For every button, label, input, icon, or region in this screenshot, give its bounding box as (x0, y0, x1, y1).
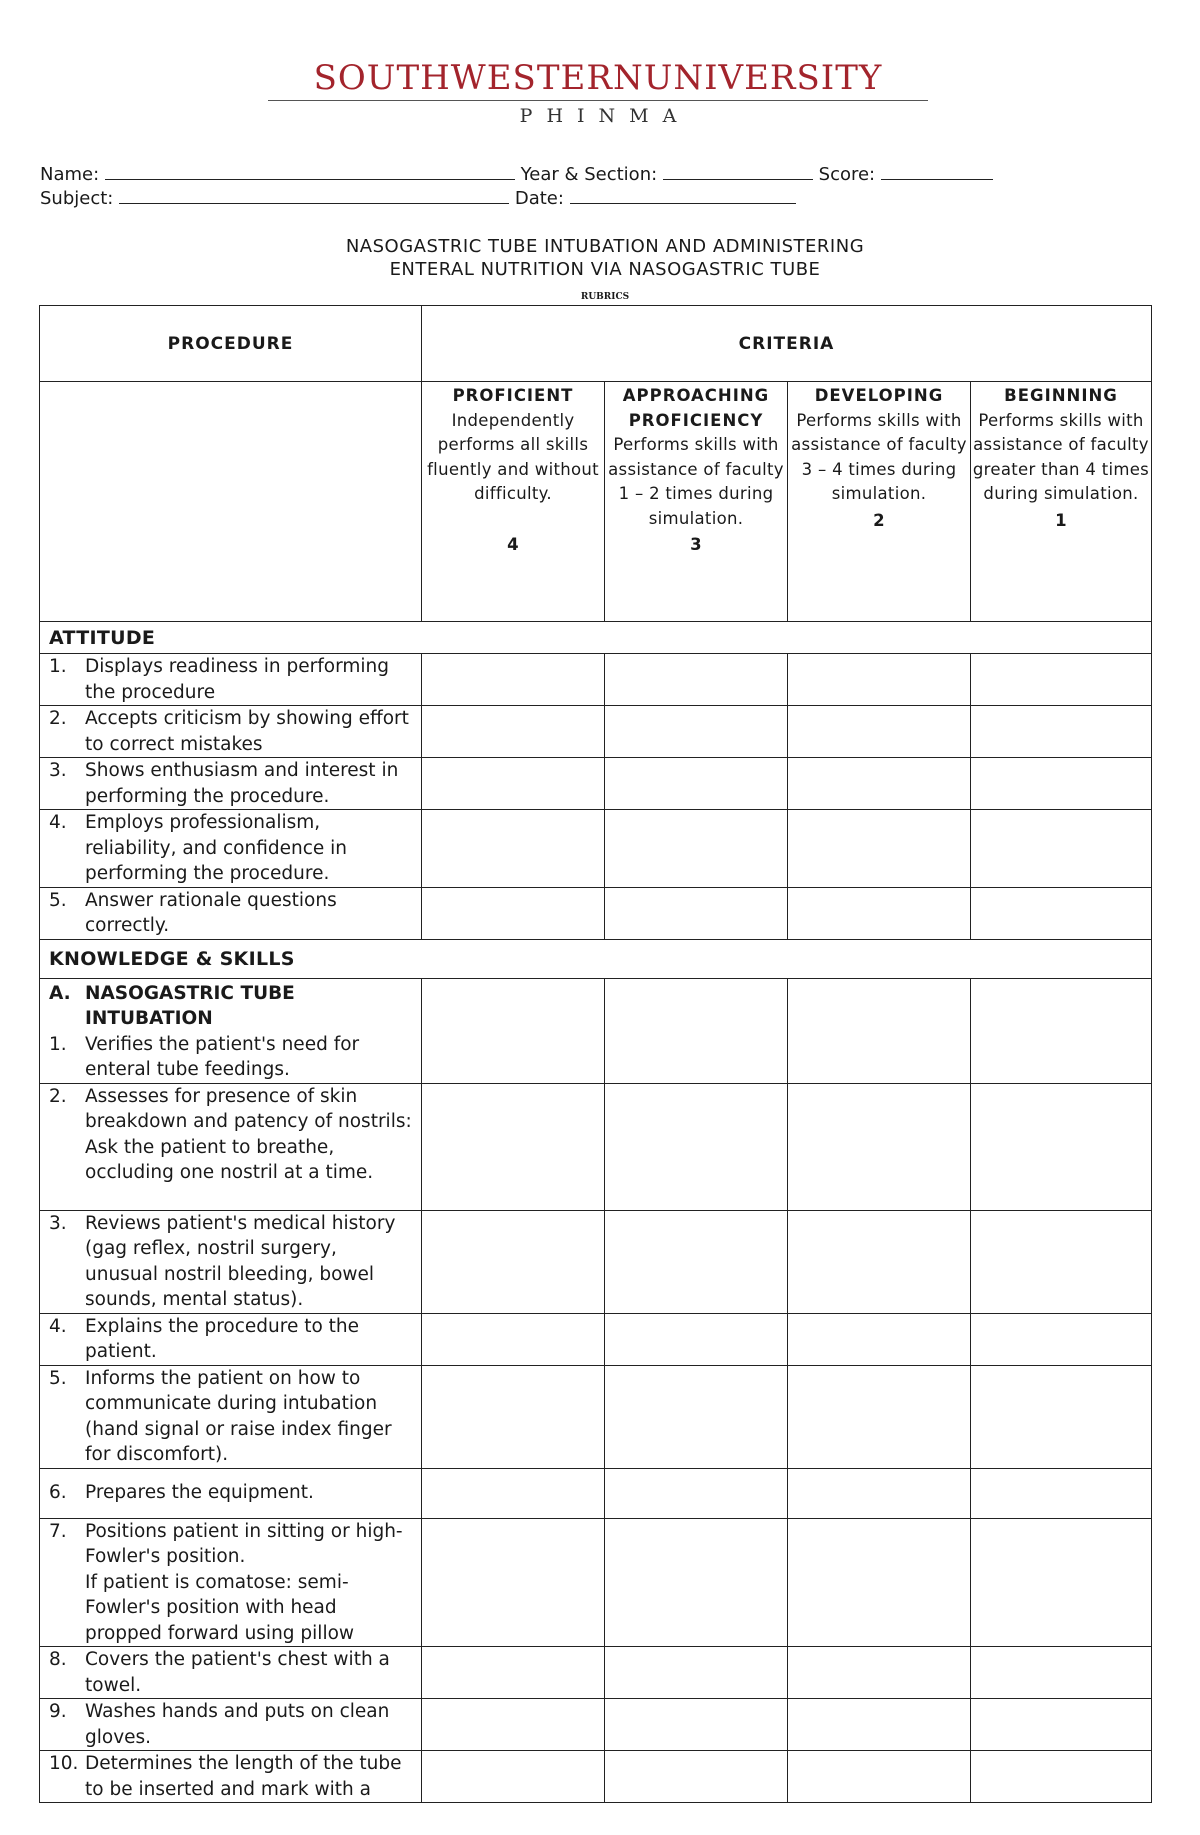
subject-label: Subject: (40, 188, 114, 209)
table-row (40, 887, 1152, 939)
table-row (40, 758, 1152, 810)
item-number: 6. (49, 1482, 67, 1504)
table-row (40, 1313, 1152, 1365)
rubric-table (39, 305, 1152, 1803)
score-cell[interactable] (788, 1313, 971, 1365)
score-cell[interactable] (422, 1751, 605, 1803)
score-label: Score: (818, 164, 876, 185)
item-text: Employs professionalism, reliability, and confidence in performing the procedure. (85, 812, 348, 884)
score-cell[interactable] (422, 706, 605, 758)
attitude-header: ATTITUDE (40, 622, 1152, 654)
year-section-field[interactable] (663, 163, 813, 180)
item-text: Covers the patient's chest with a towel. (85, 1649, 390, 1696)
criteria-developing (788, 382, 971, 622)
info-line-1 (40, 163, 993, 185)
item-text: Positions patient in sitting or high-Fowler's position. (85, 1520, 403, 1567)
attitude-header-row (40, 622, 1152, 654)
score-cell[interactable] (422, 654, 605, 706)
score-cell[interactable] (788, 1647, 971, 1699)
score-cell[interactable] (605, 810, 788, 888)
date-label: Date: (514, 188, 564, 209)
table-row (40, 1699, 1152, 1751)
knowledge-header: KNOWLEDGE & SKILLS (40, 939, 1152, 978)
score-cell[interactable] (971, 1083, 1152, 1210)
table-row (40, 1365, 1152, 1468)
score-cell[interactable] (422, 1365, 605, 1468)
criteria-points: 1 (1055, 510, 1067, 530)
score-cell[interactable] (605, 1751, 788, 1803)
info-line-2 (40, 187, 796, 209)
score-cell[interactable] (788, 810, 971, 888)
score-cell[interactable] (422, 1699, 605, 1751)
criteria-proficient (422, 382, 605, 622)
criteria-points: 4 (507, 535, 519, 554)
year-section-label: Year & Section: (520, 164, 658, 185)
name-label: Name: (40, 164, 100, 185)
score-cell[interactable] (605, 1313, 788, 1365)
item-text: Displays readiness in performing the procedure (85, 656, 389, 703)
criteria-beginning (971, 382, 1152, 622)
score-cell[interactable] (605, 1518, 788, 1647)
header-row (40, 306, 1152, 382)
criteria-points: 2 (873, 510, 885, 530)
table-row (40, 1210, 1152, 1313)
criteria-approaching (605, 382, 788, 622)
item-number: 3. (49, 760, 67, 781)
item-text: Accepts criticism by showing effort to correct mistakes (85, 708, 409, 755)
item-text: Determines the length of the tube to be inserted and mark with a (85, 1753, 402, 1800)
logo-subtitle: PHINMA (519, 105, 691, 127)
item-number: 4. (49, 1315, 67, 1337)
item-number: 1. (49, 1033, 67, 1055)
criteria-points: 3 (690, 535, 702, 554)
document-title-line-1: NASOGASTRIC TUBE INTUBATION AND ADMINISTERING (345, 236, 865, 257)
score-cell[interactable] (422, 978, 605, 1083)
item-text: Prepares the equipment. (85, 1482, 314, 1504)
procedure-header: PROCEDURE (40, 306, 422, 382)
criteria-header: CRITERIA (422, 306, 1152, 382)
item-number: 1. (49, 656, 67, 677)
score-cell[interactable] (971, 1699, 1152, 1751)
name-field[interactable] (105, 163, 515, 180)
score-cell[interactable] (605, 1210, 788, 1313)
score-cell[interactable] (971, 810, 1152, 888)
score-cell[interactable] (788, 654, 971, 706)
item-number: 2. (49, 1085, 67, 1107)
table-row (40, 810, 1152, 888)
score-cell[interactable] (422, 887, 605, 939)
item-text: Reviews patient's medical history (gag reflex, nostril surgery, unusual nostril bleeding, bowel sounds, mental status). (85, 1212, 396, 1310)
score-cell[interactable] (788, 1751, 971, 1803)
subject-field[interactable] (119, 187, 509, 204)
table-row (40, 1083, 1152, 1210)
score-cell[interactable] (788, 1468, 971, 1518)
score-cell[interactable] (971, 1468, 1152, 1518)
item-number: 9. (49, 1701, 67, 1722)
item-text: Answer rationale questions correctly. (85, 889, 337, 936)
score-cell[interactable] (605, 706, 788, 758)
item-number: 10. (49, 1753, 79, 1774)
score-cell[interactable] (422, 1468, 605, 1518)
score-cell[interactable] (788, 1518, 971, 1647)
criteria-name: BEGINNING (1004, 386, 1118, 405)
score-field[interactable] (881, 163, 993, 180)
criteria-blank-cell (40, 382, 422, 622)
score-cell[interactable] (422, 1210, 605, 1313)
score-cell[interactable] (788, 1365, 971, 1468)
table-row (40, 1647, 1152, 1699)
section-letter: A. (49, 982, 71, 1004)
score-cell[interactable] (605, 1647, 788, 1699)
logo-name: SOUTHWESTERNUNIVERSITY (313, 58, 883, 98)
knowledge-header-row (40, 939, 1152, 978)
item-subtext: If patient is comatose: semi-Fowler's position with head propped forward using pillow (85, 1571, 355, 1644)
document-title-line-2: ENTERAL NUTRITION VIA NASOGASTRIC TUBE (389, 259, 821, 280)
item-number: 5. (49, 889, 67, 911)
score-cell[interactable] (605, 1699, 788, 1751)
score-cell[interactable] (971, 887, 1152, 939)
criteria-name: APPROACHING PROFICIENCY (622, 386, 770, 430)
score-cell[interactable] (605, 1083, 788, 1210)
item-number: 4. (49, 812, 67, 833)
criteria-desc: Performs skills with assistance of faculty 1 – 2 times during simulation. (608, 435, 784, 528)
item-subtext: Ask the patient to breathe, occluding one nostril at a time. (85, 1136, 374, 1183)
criteria-desc: Performs skills with assistance of faculty greater than 4 times during simulation. (972, 410, 1150, 503)
criteria-desc: Performs skills with assistance of faculty 3 – 4 times during simulation. (791, 410, 967, 503)
university-logo (268, 58, 928, 127)
item-number: 7. (49, 1520, 67, 1542)
table-row (40, 978, 1152, 1083)
score-cell[interactable] (971, 1518, 1152, 1647)
score-cell[interactable] (788, 1210, 971, 1313)
section-title: NASOGASTRIC TUBE INTUBATION (85, 982, 295, 1029)
criteria-name: PROFICIENT (452, 386, 574, 405)
score-cell[interactable] (971, 1647, 1152, 1699)
score-cell[interactable] (788, 1699, 971, 1751)
table-row (40, 654, 1152, 706)
score-cell[interactable] (422, 1083, 605, 1210)
score-cell[interactable] (605, 887, 788, 939)
rubrics-label: RUBRICS (580, 292, 630, 302)
criteria-desc: Independently performs all skills fluently and without difficulty. (427, 410, 599, 503)
score-cell[interactable] (788, 706, 971, 758)
score-cell[interactable] (605, 1365, 788, 1468)
item-text: Washes hands and puts on clean gloves. (85, 1701, 390, 1748)
score-cell[interactable] (971, 706, 1152, 758)
item-number: 2. (49, 708, 67, 729)
score-cell[interactable] (605, 1468, 788, 1518)
score-cell[interactable] (422, 1518, 605, 1647)
score-cell[interactable] (422, 758, 605, 810)
item-number: 5. (49, 1367, 67, 1389)
score-cell[interactable] (971, 1210, 1152, 1313)
score-cell[interactable] (422, 810, 605, 888)
item-text: Assesses for presence of skin breakdown and patency of nostrils: (85, 1085, 412, 1132)
item-text: Informs the patient on how to communicate during intubation (hand signal or raise index finger for discomfort). (85, 1367, 392, 1465)
score-cell[interactable] (422, 1313, 605, 1365)
score-cell[interactable] (605, 978, 788, 1083)
table-row (40, 1518, 1152, 1647)
item-text: Shows enthusiasm and interest in performing the procedure. (85, 760, 399, 807)
table-row (40, 1751, 1152, 1803)
criteria-name: DEVELOPING (814, 386, 944, 405)
score-cell[interactable] (971, 1751, 1152, 1803)
score-cell[interactable] (788, 978, 971, 1083)
score-cell[interactable] (971, 758, 1152, 810)
score-cell[interactable] (422, 1647, 605, 1699)
score-cell[interactable] (971, 1365, 1152, 1468)
score-cell[interactable] (605, 758, 788, 810)
date-field[interactable] (570, 187, 796, 204)
table-row (40, 1468, 1152, 1518)
score-cell[interactable] (971, 1313, 1152, 1365)
score-cell[interactable] (788, 758, 971, 810)
logo-divider (268, 100, 928, 101)
score-cell[interactable] (788, 1083, 971, 1210)
score-cell[interactable] (605, 654, 788, 706)
item-number: 8. (49, 1649, 67, 1670)
table-row (40, 706, 1152, 758)
criteria-row (40, 382, 1152, 622)
score-cell[interactable] (971, 654, 1152, 706)
item-text: Explains the procedure to the patient. (85, 1315, 360, 1362)
score-cell[interactable] (971, 978, 1152, 1083)
item-number: 3. (49, 1212, 67, 1234)
score-cell[interactable] (788, 887, 971, 939)
item-text: Verifies the patient's need for enteral tube feedings. (85, 1033, 360, 1080)
